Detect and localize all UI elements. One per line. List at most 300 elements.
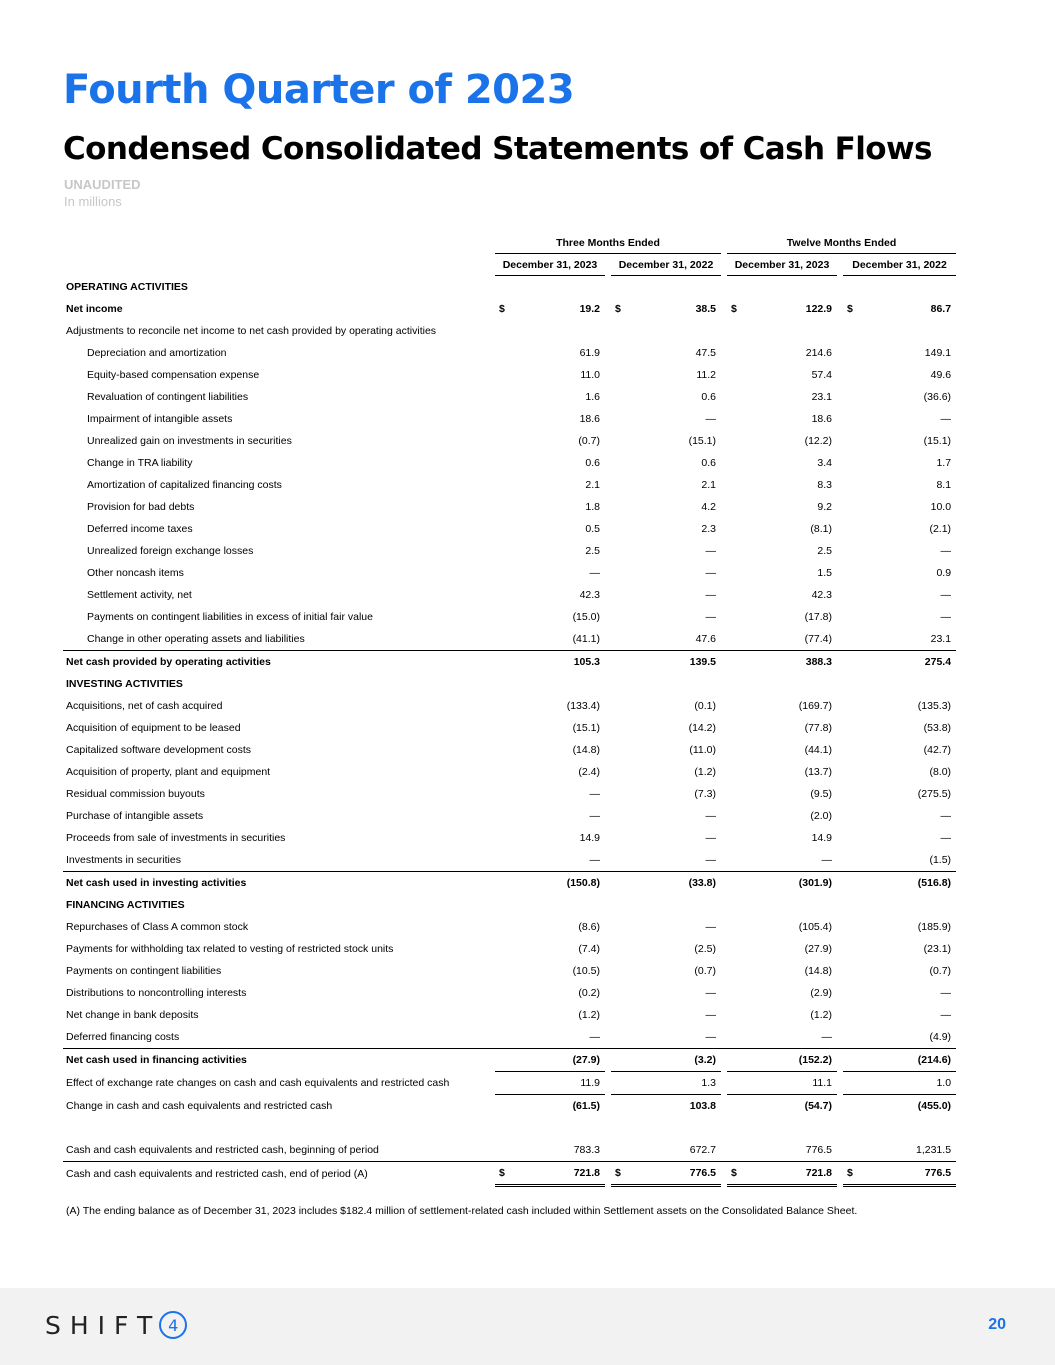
dollar-sign xyxy=(495,628,513,651)
value-cell: 47.6 xyxy=(695,633,717,645)
value-cell: — xyxy=(940,589,952,601)
value-cell: (36.6) xyxy=(923,391,952,403)
value-cell: 0.6 xyxy=(585,457,600,469)
value-cell: (13.7) xyxy=(804,766,833,778)
row-label: Deferred income taxes xyxy=(87,523,193,535)
value-cell: (2.5) xyxy=(694,943,717,955)
dollar-sign xyxy=(495,739,513,761)
value-cell: (27.9) xyxy=(804,943,833,955)
dollar-sign xyxy=(727,518,745,540)
dollar-sign xyxy=(611,960,629,982)
value-cell: 0.9 xyxy=(936,567,952,579)
dollar-sign xyxy=(727,982,745,1004)
value-cell: (33.8) xyxy=(629,872,721,895)
value-cell: 18.6 xyxy=(579,413,600,425)
dollar-sign xyxy=(611,872,629,895)
row-label: OPERATING ACTIVITIES xyxy=(66,280,188,293)
table-row xyxy=(63,849,956,872)
dollar-sign xyxy=(843,276,861,299)
dollar-sign xyxy=(843,1026,861,1049)
dollar-sign xyxy=(843,916,861,938)
row-label: Payments on contingent liabilities in excess of initial fair value xyxy=(87,611,373,623)
spacer-row xyxy=(63,1117,956,1139)
dollar-sign xyxy=(495,805,513,827)
row-label: Net change in bank deposits xyxy=(66,1009,199,1021)
dollar-sign xyxy=(727,386,745,408)
dollar-sign xyxy=(611,1004,629,1026)
value-cell: — xyxy=(940,413,952,425)
dollar-sign xyxy=(495,938,513,960)
value-cell: (11.0) xyxy=(689,744,717,756)
dollar-sign xyxy=(611,430,629,452)
dollar-sign xyxy=(727,342,745,364)
value-cell: — xyxy=(589,854,600,866)
dollar-sign xyxy=(843,452,861,474)
dollar-sign xyxy=(611,1139,629,1162)
dollar-sign xyxy=(495,717,513,739)
value-cell: (7.4) xyxy=(578,943,600,955)
dollar-sign xyxy=(495,1004,513,1026)
dollar-sign xyxy=(611,982,629,1004)
dollar-sign xyxy=(843,1049,861,1072)
table-row xyxy=(63,1026,956,1049)
value-cell: 2.1 xyxy=(585,479,600,491)
table-row xyxy=(63,518,956,540)
value-cell: 38.5 xyxy=(695,303,717,315)
dollar-sign: $ xyxy=(495,1162,513,1186)
dollar-sign xyxy=(611,386,629,408)
dollar-sign xyxy=(611,518,629,540)
table-row xyxy=(63,695,956,717)
dollar-sign xyxy=(495,584,513,606)
table-row xyxy=(63,916,956,938)
table-row xyxy=(63,452,956,474)
dollar-sign xyxy=(727,1072,745,1095)
value-cell: 11.0 xyxy=(580,369,600,381)
value-cell xyxy=(629,320,721,342)
value-cell: 2.5 xyxy=(817,545,833,557)
dollar-sign xyxy=(495,320,513,342)
value-cell: 122.9 xyxy=(805,303,833,315)
value-cell: (41.1) xyxy=(572,633,600,645)
dollar-sign xyxy=(843,408,861,430)
value-cell: 61.9 xyxy=(579,347,600,359)
value-cell: (8.6) xyxy=(578,921,600,933)
dollar-sign xyxy=(727,805,745,827)
dollar-sign xyxy=(843,651,861,674)
value-cell: (4.9) xyxy=(929,1031,952,1043)
value-cell: 783.3 xyxy=(573,1144,600,1156)
value-cell: 19.2 xyxy=(579,303,600,315)
table-row xyxy=(63,1095,956,1118)
table-row xyxy=(63,1139,956,1162)
value-cell: 11.2 xyxy=(696,369,717,381)
value-cell: 388.3 xyxy=(745,651,837,674)
value-cell: (77.8) xyxy=(804,722,833,734)
column-header-q4-2023: December 31, 2023 xyxy=(495,254,605,276)
value-cell: 57.4 xyxy=(811,369,833,381)
value-cell: (1.5) xyxy=(929,854,952,866)
dollar-sign xyxy=(843,386,861,408)
dollar-sign xyxy=(611,805,629,827)
value-cell xyxy=(513,320,605,342)
value-cell: 9.2 xyxy=(817,501,833,513)
dollar-sign: $ xyxy=(843,1162,861,1186)
table-row xyxy=(63,1049,956,1072)
dollar-sign xyxy=(843,1095,861,1118)
dollar-sign xyxy=(727,452,745,474)
table-row xyxy=(63,562,956,584)
dollar-sign xyxy=(727,938,745,960)
dollar-sign xyxy=(727,916,745,938)
units-label: In millions xyxy=(64,194,122,209)
dollar-sign xyxy=(843,894,861,916)
value-cell: (15.1) xyxy=(688,435,717,447)
row-label: Provision for bad debts xyxy=(87,501,195,513)
value-cell: 18.6 xyxy=(811,413,833,425)
value-cell: 1.6 xyxy=(585,391,600,403)
dollar-sign xyxy=(843,1072,861,1095)
value-cell: (2.1) xyxy=(929,523,952,535)
table-row xyxy=(63,386,956,408)
dollar-sign xyxy=(611,938,629,960)
row-label: Cash and cash equivalents and restricted cash, end of period (A) xyxy=(63,1162,495,1186)
value-cell: 11.1 xyxy=(745,1072,837,1095)
row-label: Adjustments to reconcile net income to net cash provided by operating activities xyxy=(66,325,437,337)
value-cell: 1.0 xyxy=(861,1072,956,1095)
value-cell: 776.5 xyxy=(629,1162,721,1186)
dollar-sign xyxy=(843,1004,861,1026)
dollar-sign xyxy=(727,408,745,430)
table-row xyxy=(63,960,956,982)
dollar-sign xyxy=(611,628,629,651)
dollar-sign xyxy=(727,276,745,299)
row-label: Other noncash items xyxy=(87,567,184,579)
row-label: Net income xyxy=(66,303,123,315)
dollar-sign xyxy=(727,430,745,452)
page-title: Fourth Quarter of 2023 xyxy=(63,67,575,113)
value-cell: (54.7) xyxy=(804,1100,833,1112)
table-row xyxy=(63,739,956,761)
value-cell: (275.5) xyxy=(917,788,952,800)
value-cell: — xyxy=(589,567,600,579)
row-label: Capitalized software development costs xyxy=(66,744,252,756)
value-cell: 0.6 xyxy=(701,391,717,403)
row-label: Deferred financing costs xyxy=(66,1031,180,1043)
dollar-sign xyxy=(727,1049,745,1072)
row-label: Depreciation and amortization xyxy=(87,347,227,359)
dollar-sign xyxy=(843,474,861,496)
column-header-fy-2022: December 31, 2022 xyxy=(843,254,956,276)
value-cell: 11.9 xyxy=(513,1072,605,1095)
table-row xyxy=(63,364,956,386)
row-label: Repurchases of Class A common stock xyxy=(66,921,249,933)
dollar-sign xyxy=(495,1026,513,1049)
dollar-sign xyxy=(611,761,629,783)
dollar-sign xyxy=(611,496,629,518)
value-cell: (133.4) xyxy=(566,700,600,712)
value-cell xyxy=(745,276,837,299)
value-cell: — xyxy=(589,810,600,822)
value-cell: (0.1) xyxy=(694,700,717,712)
dollar-sign xyxy=(495,474,513,496)
value-cell: (150.8) xyxy=(513,872,605,895)
value-cell: (14.2) xyxy=(688,722,717,734)
dollar-sign xyxy=(843,695,861,717)
table-row xyxy=(63,872,956,895)
value-cell: (9.5) xyxy=(810,788,833,800)
table-row xyxy=(63,342,956,364)
value-cell: (516.8) xyxy=(861,872,956,895)
dollar-sign xyxy=(611,717,629,739)
cash-flow-table xyxy=(63,232,956,1187)
dollar-sign xyxy=(495,849,513,872)
dollar-sign xyxy=(727,761,745,783)
value-cell: — xyxy=(821,854,833,866)
dollar-sign xyxy=(611,474,629,496)
dollar-sign xyxy=(727,739,745,761)
dollar-sign xyxy=(727,960,745,982)
value-cell: (61.5) xyxy=(572,1100,600,1112)
dollar-sign xyxy=(843,518,861,540)
row-label: Residual commission buyouts xyxy=(66,788,205,800)
value-cell: (10.5) xyxy=(572,965,600,977)
dollar-sign xyxy=(495,364,513,386)
value-cell: 275.4 xyxy=(861,651,956,674)
value-cell: 1.8 xyxy=(585,501,600,513)
column-header-fy-2023: December 31, 2023 xyxy=(727,254,837,276)
dollar-sign xyxy=(727,849,745,872)
dollar-sign xyxy=(843,849,861,872)
dollar-sign xyxy=(495,960,513,982)
value-cell: — xyxy=(705,589,717,601)
dollar-sign xyxy=(727,651,745,674)
row-label: Net cash provided by operating activities xyxy=(63,651,495,674)
dollar-sign xyxy=(495,562,513,584)
value-cell: — xyxy=(821,1031,833,1043)
value-cell: 1.7 xyxy=(936,457,952,469)
dollar-sign xyxy=(843,938,861,960)
dollar-sign xyxy=(611,452,629,474)
table-row xyxy=(63,584,956,606)
dollar-sign xyxy=(727,584,745,606)
row-label: Settlement activity, net xyxy=(87,589,192,601)
row-label: Effect of exchange rate changes on cash and cash equivalents and restricted cash xyxy=(66,1077,450,1089)
value-cell: (1.2) xyxy=(578,1009,600,1021)
value-cell: — xyxy=(940,1009,952,1021)
dollar-sign xyxy=(495,518,513,540)
value-cell: 721.8 xyxy=(745,1162,837,1186)
dollar-sign xyxy=(611,540,629,562)
row-label: FINANCING ACTIVITIES xyxy=(66,899,185,911)
value-cell: 776.5 xyxy=(861,1162,956,1186)
dollar-sign: $ xyxy=(727,1162,745,1186)
dollar-sign xyxy=(495,916,513,938)
dollar-sign xyxy=(495,982,513,1004)
value-cell: (0.7) xyxy=(694,965,717,977)
dollar-sign xyxy=(843,739,861,761)
value-cell: — xyxy=(589,1031,600,1043)
header-date-row xyxy=(63,254,956,276)
dollar-sign xyxy=(727,1026,745,1049)
dollar-sign xyxy=(727,783,745,805)
value-cell: 721.8 xyxy=(513,1162,605,1186)
value-cell: — xyxy=(705,611,717,623)
table-row xyxy=(63,982,956,1004)
value-cell: 10.0 xyxy=(930,501,952,513)
value-cell: (169.7) xyxy=(798,700,833,712)
value-cell: 49.6 xyxy=(930,369,952,381)
dollar-sign xyxy=(495,1139,513,1162)
table-row xyxy=(63,827,956,849)
value-cell xyxy=(513,673,605,695)
table-row xyxy=(63,298,956,320)
value-cell: 1,231.5 xyxy=(916,1144,952,1156)
dollar-sign xyxy=(611,584,629,606)
value-cell: — xyxy=(705,810,717,822)
value-cell: (8.1) xyxy=(810,523,833,535)
value-cell: — xyxy=(940,832,952,844)
value-cell: — xyxy=(705,832,717,844)
row-label: Net cash used in investing activities xyxy=(63,872,495,895)
value-cell: 2.3 xyxy=(701,523,717,535)
value-cell: 214.6 xyxy=(805,347,833,359)
value-cell: (15.1) xyxy=(572,722,600,734)
dollar-sign xyxy=(727,320,745,342)
table-row xyxy=(63,1004,956,1026)
value-cell: — xyxy=(705,545,717,557)
value-cell xyxy=(861,894,956,916)
dollar-sign xyxy=(611,320,629,342)
value-cell xyxy=(629,894,721,916)
value-cell: 42.3 xyxy=(811,589,833,601)
value-cell: — xyxy=(940,545,952,557)
value-cell: 2.1 xyxy=(701,479,717,491)
dollar-sign xyxy=(727,894,745,916)
value-cell: — xyxy=(705,1031,717,1043)
value-cell: 47.5 xyxy=(695,347,717,359)
dollar-sign xyxy=(727,1004,745,1026)
value-cell: 8.1 xyxy=(936,479,952,491)
value-cell: (14.8) xyxy=(804,965,833,977)
value-cell: (0.7) xyxy=(929,965,952,977)
row-label: Net cash used in financing activities xyxy=(63,1049,495,1072)
value-cell: (2.9) xyxy=(810,987,833,999)
dollar-sign xyxy=(495,872,513,895)
dollar-sign xyxy=(727,872,745,895)
table-row xyxy=(63,606,956,628)
dollar-sign: $ xyxy=(731,303,737,315)
table-row xyxy=(63,474,956,496)
row-label: Unrealized gain on investments in securities xyxy=(87,435,292,447)
dollar-sign xyxy=(611,1049,629,1072)
value-cell: — xyxy=(940,987,952,999)
value-cell: (2.4) xyxy=(578,766,600,778)
value-cell: 103.8 xyxy=(689,1100,717,1112)
value-cell: 4.2 xyxy=(701,501,717,513)
dollar-sign xyxy=(611,849,629,872)
dollar-sign xyxy=(843,1139,861,1162)
value-cell: 23.1 xyxy=(930,633,952,645)
dollar-sign xyxy=(843,805,861,827)
dollar-sign xyxy=(843,982,861,1004)
value-cell: 776.5 xyxy=(805,1144,833,1156)
dollar-sign xyxy=(727,673,745,695)
table-row xyxy=(63,408,956,430)
table-row xyxy=(63,540,956,562)
dollar-sign xyxy=(495,408,513,430)
value-cell: (3.2) xyxy=(629,1049,721,1072)
row-label: Proceeds from sale of investments in securities xyxy=(66,832,286,844)
dollar-sign xyxy=(611,1072,629,1095)
dollar-sign xyxy=(495,673,513,695)
dollar-sign xyxy=(843,540,861,562)
dollar-sign xyxy=(495,540,513,562)
value-cell: 0.5 xyxy=(585,523,600,535)
value-cell: (77.4) xyxy=(804,633,833,645)
row-label: Acquisitions, net of cash acquired xyxy=(66,700,223,712)
section-header-row xyxy=(63,673,956,695)
dollar-sign xyxy=(843,761,861,783)
value-cell xyxy=(861,673,956,695)
dollar-sign xyxy=(843,364,861,386)
table-row xyxy=(63,320,956,342)
value-cell: 8.3 xyxy=(817,479,833,491)
dollar-sign xyxy=(495,452,513,474)
value-cell: (455.0) xyxy=(917,1100,952,1112)
value-cell: — xyxy=(705,413,717,425)
dollar-sign xyxy=(495,606,513,628)
value-cell: (0.2) xyxy=(578,987,600,999)
row-label: Investments in securities xyxy=(66,854,181,866)
logo-text: SHIFT xyxy=(45,1310,162,1340)
section-header-row xyxy=(63,276,956,299)
row-label: Change in other operating assets and liabilities xyxy=(87,633,305,645)
value-cell: (8.0) xyxy=(929,766,952,778)
spacer-cell xyxy=(63,1117,956,1139)
value-cell: (301.9) xyxy=(745,872,837,895)
column-header-q4-2022: December 31, 2022 xyxy=(611,254,721,276)
dollar-sign xyxy=(495,1049,513,1072)
dollar-sign xyxy=(611,342,629,364)
dollar-sign xyxy=(611,783,629,805)
dollar-sign xyxy=(843,584,861,606)
table-row xyxy=(63,496,956,518)
page-subtitle: Condensed Consolidated Statements of Cash Flows xyxy=(63,131,932,167)
table-row xyxy=(63,938,956,960)
twelve-months-header: Twelve Months Ended xyxy=(727,232,956,254)
dollar-sign xyxy=(495,342,513,364)
dollar-sign xyxy=(611,739,629,761)
value-cell xyxy=(745,320,837,342)
value-cell: (214.6) xyxy=(861,1049,956,1072)
value-cell: 86.7 xyxy=(930,303,952,315)
dollar-sign xyxy=(611,1095,629,1118)
value-cell: 3.4 xyxy=(817,457,833,469)
value-cell xyxy=(629,673,721,695)
dollar-sign xyxy=(495,496,513,518)
value-cell: — xyxy=(940,611,952,623)
row-label: Cash and cash equivalents and restricted cash, beginning of period xyxy=(66,1144,379,1156)
dollar-sign xyxy=(611,276,629,299)
unaudited-label: UNAUDITED xyxy=(64,177,141,192)
dollar-sign xyxy=(727,364,745,386)
value-cell: (15.0) xyxy=(572,611,600,623)
table-row xyxy=(63,783,956,805)
value-cell: (135.3) xyxy=(917,700,952,712)
value-cell: 105.3 xyxy=(513,651,605,674)
dollar-sign xyxy=(495,386,513,408)
